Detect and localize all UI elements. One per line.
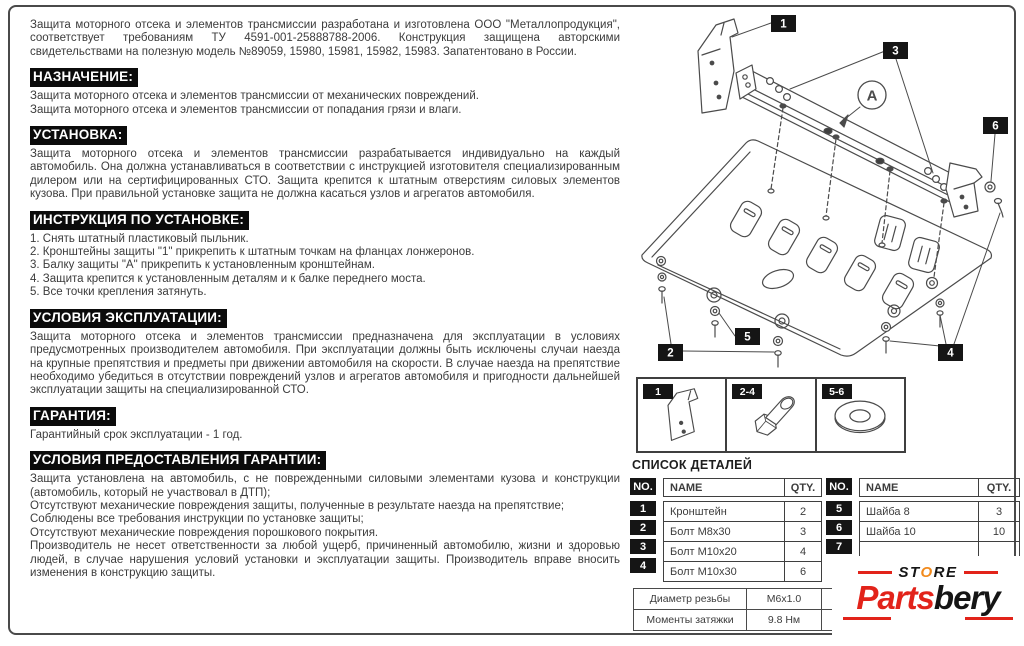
part-qty: 3 — [784, 522, 821, 541]
section-header-purpose: НАЗНАЧЕНИЕ: — [30, 68, 138, 87]
callout-3: 3 — [892, 45, 899, 58]
section-header-operating: УСЛОВИЯ ЭКСПЛУАТАЦИИ: — [30, 309, 227, 328]
purpose-line: Защита моторного отсека и элементов трансмиссии от механических повреждений. — [30, 90, 479, 103]
part-name: Болт М10х20 — [670, 545, 737, 558]
part-no: 6 — [826, 520, 852, 535]
part-name: Кронштейн — [670, 505, 727, 518]
bracket-right-drawing — [946, 163, 982, 217]
part-no: 3 — [630, 539, 656, 554]
part-qty: 6 — [784, 562, 821, 581]
bracket-left-drawing — [698, 19, 738, 113]
intro-paragraph: Защита моторного отсека и элементов трансмиссии разработана и изготовлена ООО "Металлопродукция", соответствует требованиям ТУ 4591-001-25888788-2006. Конструкция защищена авторскими свидетельствами на полезную модель №89059, 15980, 15981, 15982, 15983. Запатентовано в России. — [30, 19, 620, 58]
spec-label: Диаметр резьбы — [649, 593, 731, 605]
spec-value: 9.8 Нм — [746, 610, 821, 630]
part-qty: 2 — [784, 502, 821, 521]
callout-4: 4 — [947, 347, 954, 360]
parts-list-title: СПИСОК ДЕТАЛЕЙ — [632, 458, 753, 472]
logo-left-line — [858, 571, 892, 574]
logo-store-text: STORE — [898, 564, 958, 581]
col-header-qty: QTY. — [978, 479, 1019, 496]
callout-5: 5 — [744, 331, 751, 344]
warranty-terms-line: Отсутствуют механические повреждения защиты, полученные в результате наезда на препятствие; — [30, 499, 565, 512]
instruction-item: 5. Все точки крепления затянуть. — [30, 286, 207, 299]
logo-brand-text — [856, 581, 999, 615]
warranty-terms-line: Соблюдены все требования инструкции по установке защиты; — [30, 513, 364, 526]
warranty-terms-line: Отсутствуют механические повреждения порошкового покрытия. — [30, 526, 379, 539]
section-header-instructions: ИНСТРУКЦИЯ ПО УСТАНОВКЕ: — [30, 211, 249, 230]
section-header-installation: УСТАНОВКА: — [30, 126, 127, 145]
warranty-terms-line: Защита установлена на автомобиль, с не поврежденными силовыми элементами кузова и конструкции (автомобиль, который не участвовал в ДТП); — [30, 473, 620, 499]
callout-6: 6 — [992, 120, 999, 133]
parts-table-2 — [826, 478, 1020, 562]
part-no: 7 — [826, 539, 852, 554]
part-no: 4 — [630, 558, 656, 573]
callout-1: 1 — [780, 18, 787, 31]
warranty-line: Гарантийный срок эксплуатации - 1 год. — [30, 428, 243, 441]
purpose-line: Защита моторного отсека и элементов трансмиссии от попадания грязи и влаги. — [30, 103, 462, 116]
logo-brand-black: bery — [933, 579, 1000, 616]
legend-cell-bolt — [727, 379, 816, 451]
legend-tag: 2-4 — [732, 384, 762, 399]
col-header-no: NO. — [630, 478, 656, 495]
legend-tag: 1 — [643, 384, 673, 399]
part-qty: 10 — [978, 522, 1019, 541]
operating-paragraph: Защита моторного отсека и элементов трансмиссии предназначена для эксплуатации в условиях предусмотренных производителем автомобиля. При эксплуатации должны быть исключены случаи наезда на крупные препятствия и предметы при движении автомобиля на скорости. В случае наезда на препятствие необходимо убедиться в отсутствии повреждений узлов и агрегатов автомобиля и пригодности дальнейшей эксплуатации защиты на специализированной СТО. — [30, 330, 620, 397]
part-no: 2 — [630, 520, 656, 535]
washer-screw-6 — [985, 182, 1003, 217]
logo-orange-o: O — [920, 564, 934, 581]
col-header-no: NO. — [826, 478, 852, 495]
balloon-a — [858, 81, 886, 109]
col-header-name: NAME — [866, 481, 899, 494]
col-header-name: NAME — [670, 481, 703, 494]
section-header-warranty-terms: УСЛОВИЯ ПРЕДОСТАВЛЕНИЯ ГАРАНТИИ: — [30, 451, 326, 470]
part-name: Шайба 10 — [866, 525, 916, 538]
instruction-item: 4. Защита крепится к установленным деталям и к балке переднего моста. — [30, 272, 426, 285]
logo-brand-red: Parts — [856, 579, 934, 616]
installation-paragraph: Защита моторного отсека и элементов трансмиссии разрабатывается индивидуально на каждый автомобиль. Она должна устанавливаться в соответствии с инструкцией изготовителя специализированным дилером или на сертифицированных СТО. Защита крепится к штатным отверстиям силовых элементов кузова. При правильной установке защита не должна касаться узлов и агрегатов автомобиля. — [30, 148, 620, 201]
warranty-terms-line: Производитель не несет ответственности за любой ущерб, причиненный автомобилю, жизни и здоровью людей, в случае нарушения условий установки и эксплуатации защиты. Производитель вправе вносить изменения в конструкцию защиты. — [30, 540, 620, 579]
text-column — [30, 19, 620, 580]
callout-2: 2 — [667, 347, 674, 360]
legend-cell-washer — [817, 379, 904, 451]
part-name: Болт М10х30 — [670, 565, 737, 578]
exploded-view-diagram — [628, 11, 1024, 375]
section-header-warranty: ГАРАНТИЯ: — [30, 407, 116, 426]
part-no: 5 — [826, 501, 852, 516]
beam-label: A — [866, 87, 878, 105]
parts-legend — [636, 377, 906, 453]
partsbery-logo — [832, 556, 1024, 646]
part-name: Шайба 8 — [866, 505, 910, 518]
part-qty: 3 — [978, 502, 1019, 521]
parts-table-1 — [630, 478, 822, 582]
instruction-item: 1. Снять штатный пластиковый пыльник. — [30, 232, 249, 245]
col-header-qty: QTY. — [784, 479, 821, 496]
instruction-item: 3. Балку защиты "А" прикрепить к установленным кронштейнам. — [30, 259, 375, 272]
part-name: Болт М8х30 — [670, 525, 731, 538]
part-no: 1 — [630, 501, 656, 516]
logo-underlines — [843, 617, 1013, 620]
instruction-item: 2. Кронштейны защиты "1" прикрепить к штатным точкам на фланцах лонжеронов. — [30, 246, 475, 259]
part-qty: 4 — [784, 542, 821, 561]
document-page — [8, 5, 1016, 635]
legend-cell-bracket — [638, 379, 727, 451]
spec-value: М6х1.0 — [746, 589, 821, 609]
spec-label: Моменты затяжки — [646, 614, 734, 626]
legend-tag: 5-6 — [822, 384, 852, 399]
logo-right-line — [964, 571, 998, 574]
